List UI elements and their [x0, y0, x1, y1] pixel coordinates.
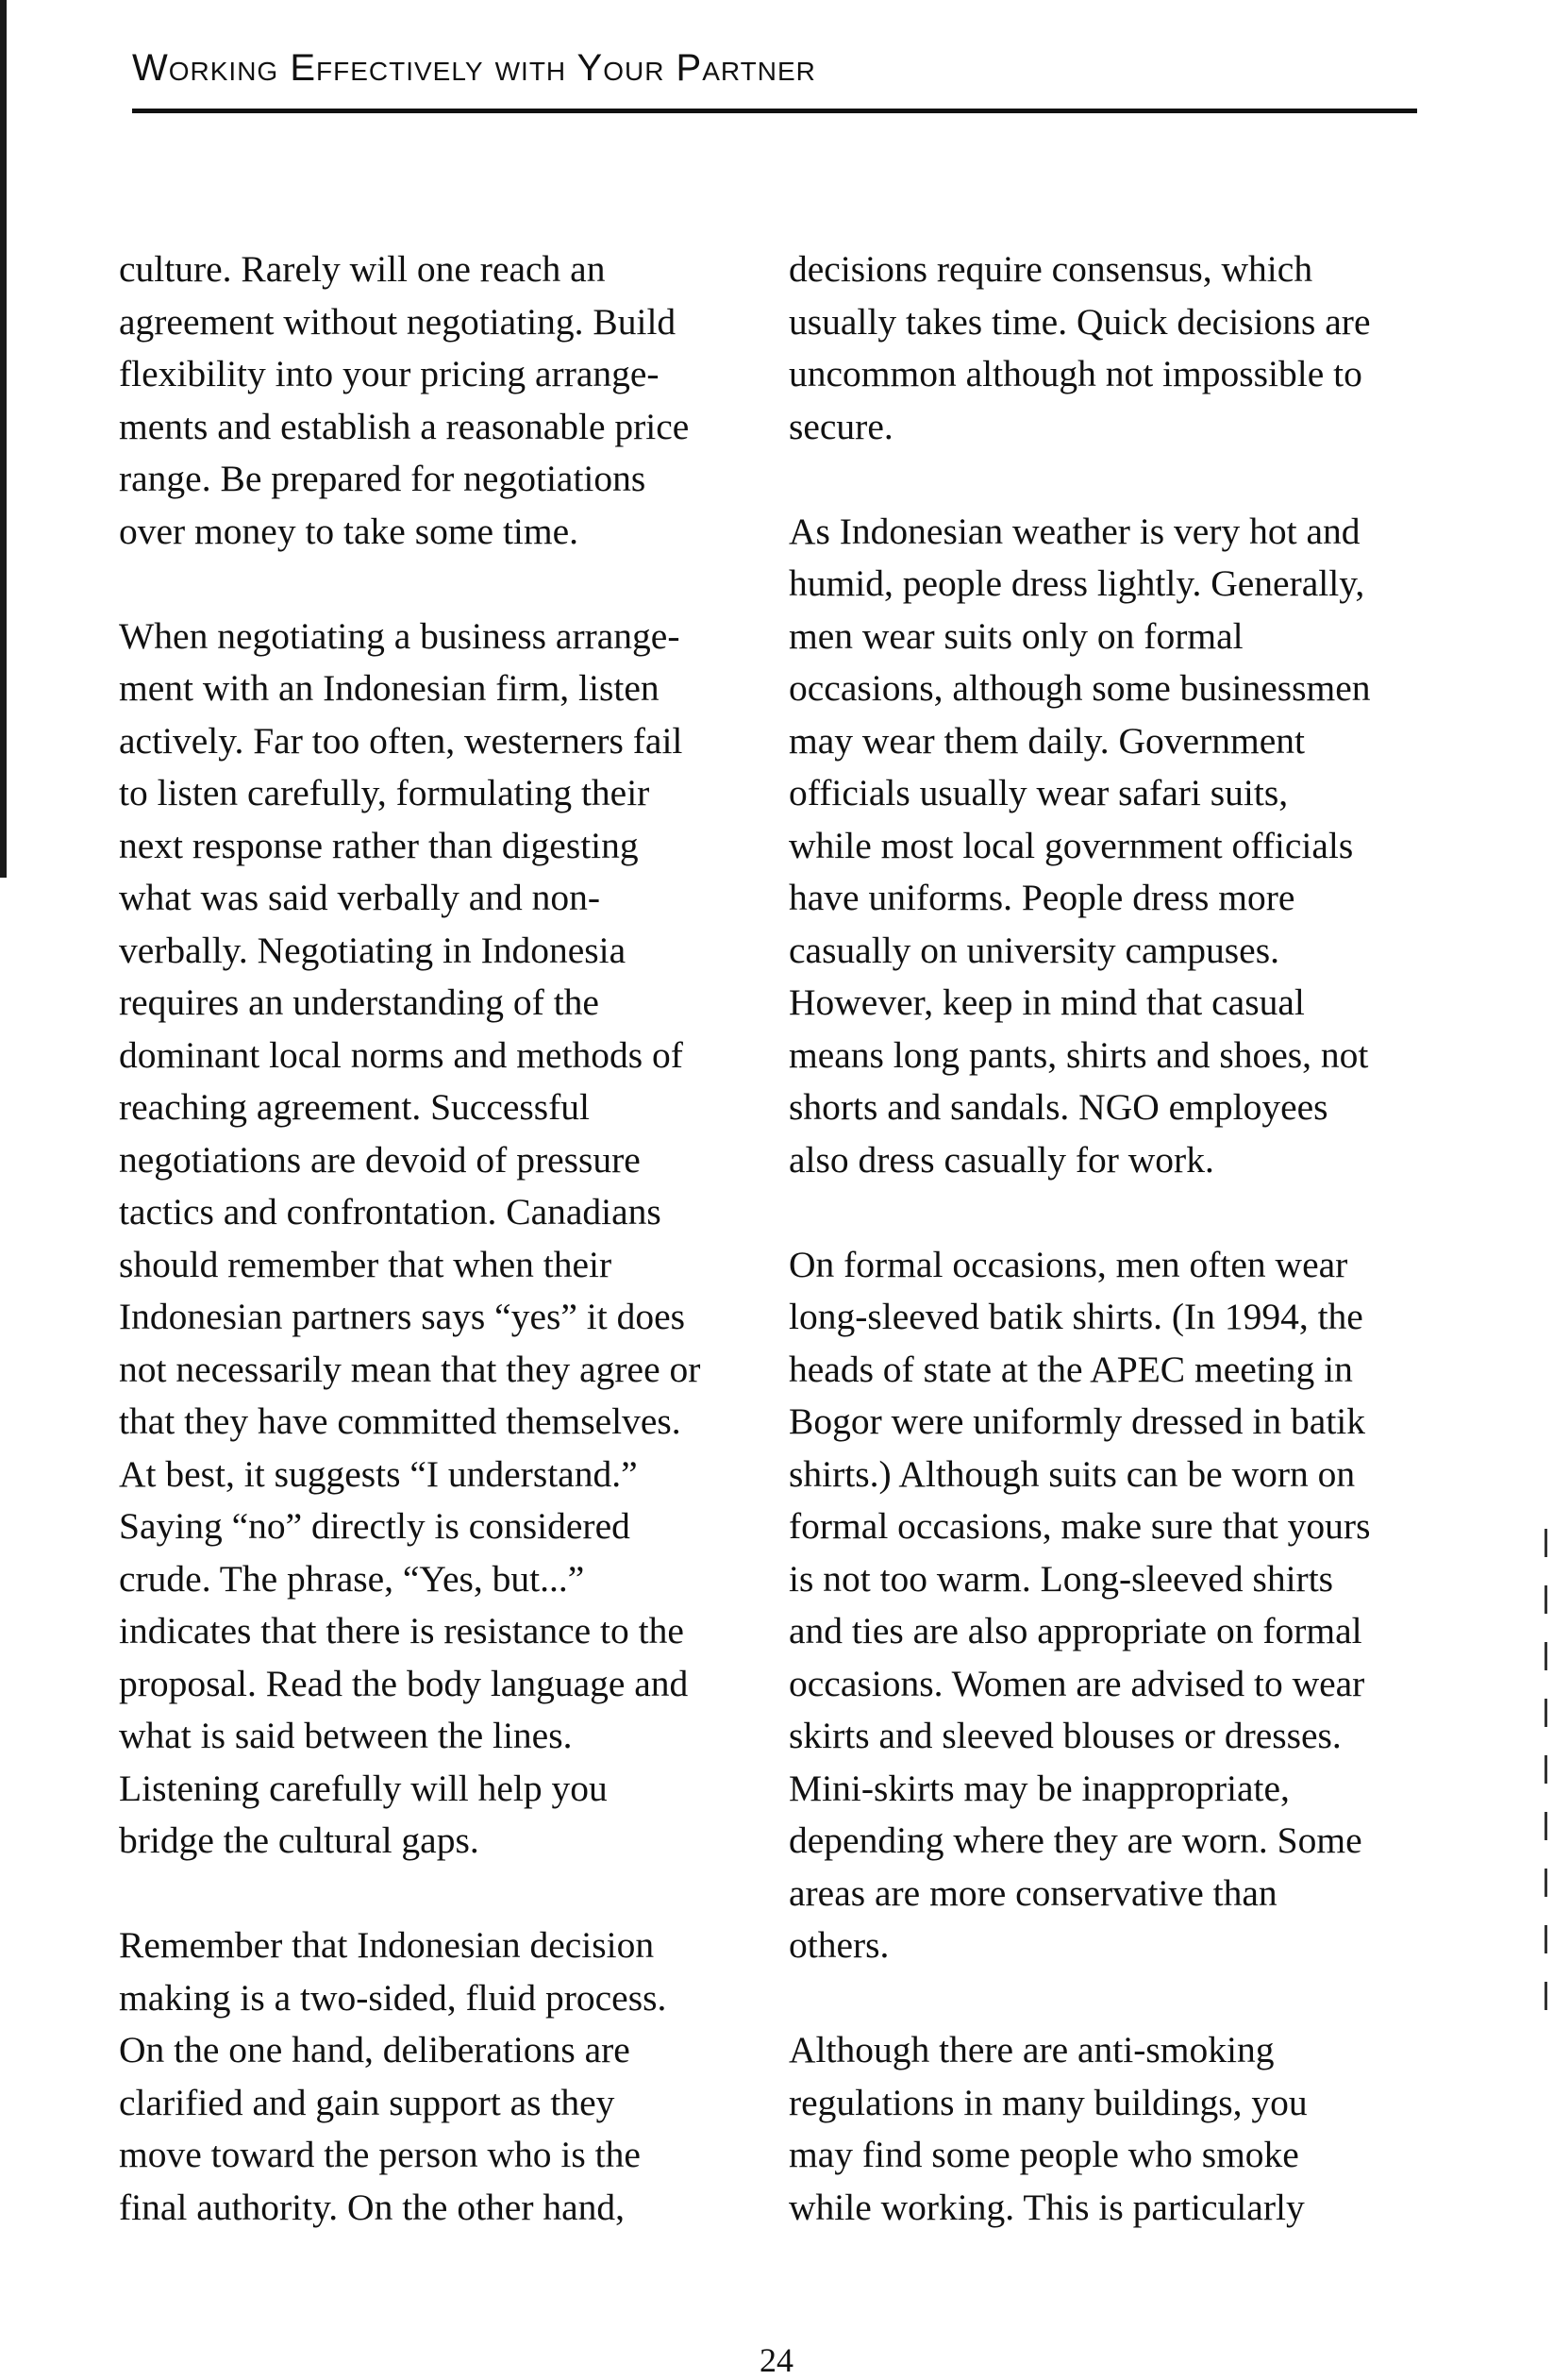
scan-edge-shadow — [0, 0, 7, 878]
right-column — [789, 243, 1440, 2287]
paragraph: Although there are anti-smoking regulations in many buildings, you may find some people who smoke while working. This is particularly — [789, 2029, 1308, 2228]
paragraph: When negotiating a business arrange- ment with an Indonesian firm, listen actively. Far too often, westerners fail to listen carefully, formulating their next response rather than digesting what was said verbally and non- verbally. Negotiating in Indonesia requires an understanding of the dominant local norms and methods of reaching agreement. Successful negotiations are devoid of pressure tactics and confrontation. Canadians should remember that when their Indonesian partners says “yes” it does not necessarily mean that they agree or that they have committed themselves. At best, it suggests “I understand.” Saying “no” directly is considered crude. The phrase, “Yes, but...” indicates that there is resistance to the proposal. Read the body language and what is said between the lines. Listening carefully will help you bridge the cultural gaps. — [119, 614, 701, 1861]
header-rule — [132, 109, 1417, 113]
scan-edge-marks — [1545, 1529, 1547, 2038]
paragraph: As Indonesian weather is very hot and humid, people dress lightly. Generally, men wear suits only on formal occasions, although some businessmen may wear them daily. Government officials usually wear safari suits, while most local government officials have uniforms. People dress more casually on university campuses. However, keep in mind that casual means long pants, shirts and shoes, not shorts and sandals. NGO employees also dress casually for work. — [789, 510, 1371, 1181]
left-column — [119, 243, 770, 2287]
paragraph: On formal occasions, men often wear long-sleeved batik shirts. (In 1994, the heads of state at the APEC meeting in Bogor were uniformly dressed in batik shirts.) Although suits can be worn on formal occasions, make sure that yours is not too warm. Long-sleeved shirts and ties are also appropriate on formal occasions. Women are advised to wear skirts and sleeved blouses or dresses. Mini-skirts may be inappropriate, depending where they are worn. Some areas are more conservative than others. — [789, 1243, 1371, 1966]
paragraph: decisions require consensus, which usually takes time. Quick decisions are uncommon although not impossible to secure. — [789, 248, 1371, 447]
paragraph: Remember that Indonesian decision making is a two-sided, fluid process. On the one hand, deliberations are clarified and gain support as they move toward the person who is the final authority. On the other hand, — [119, 1924, 667, 2228]
paragraph: culture. Rarely will one reach an agreement without negotiating. Build flexibility into your pricing arrange- ments and establish a reasonable price range. Be prepared for negotiations over money to take some time. — [119, 248, 690, 552]
running-header: Working Effectively with Your Partner — [132, 47, 816, 89]
page-number: 24 — [760, 2341, 793, 2379]
